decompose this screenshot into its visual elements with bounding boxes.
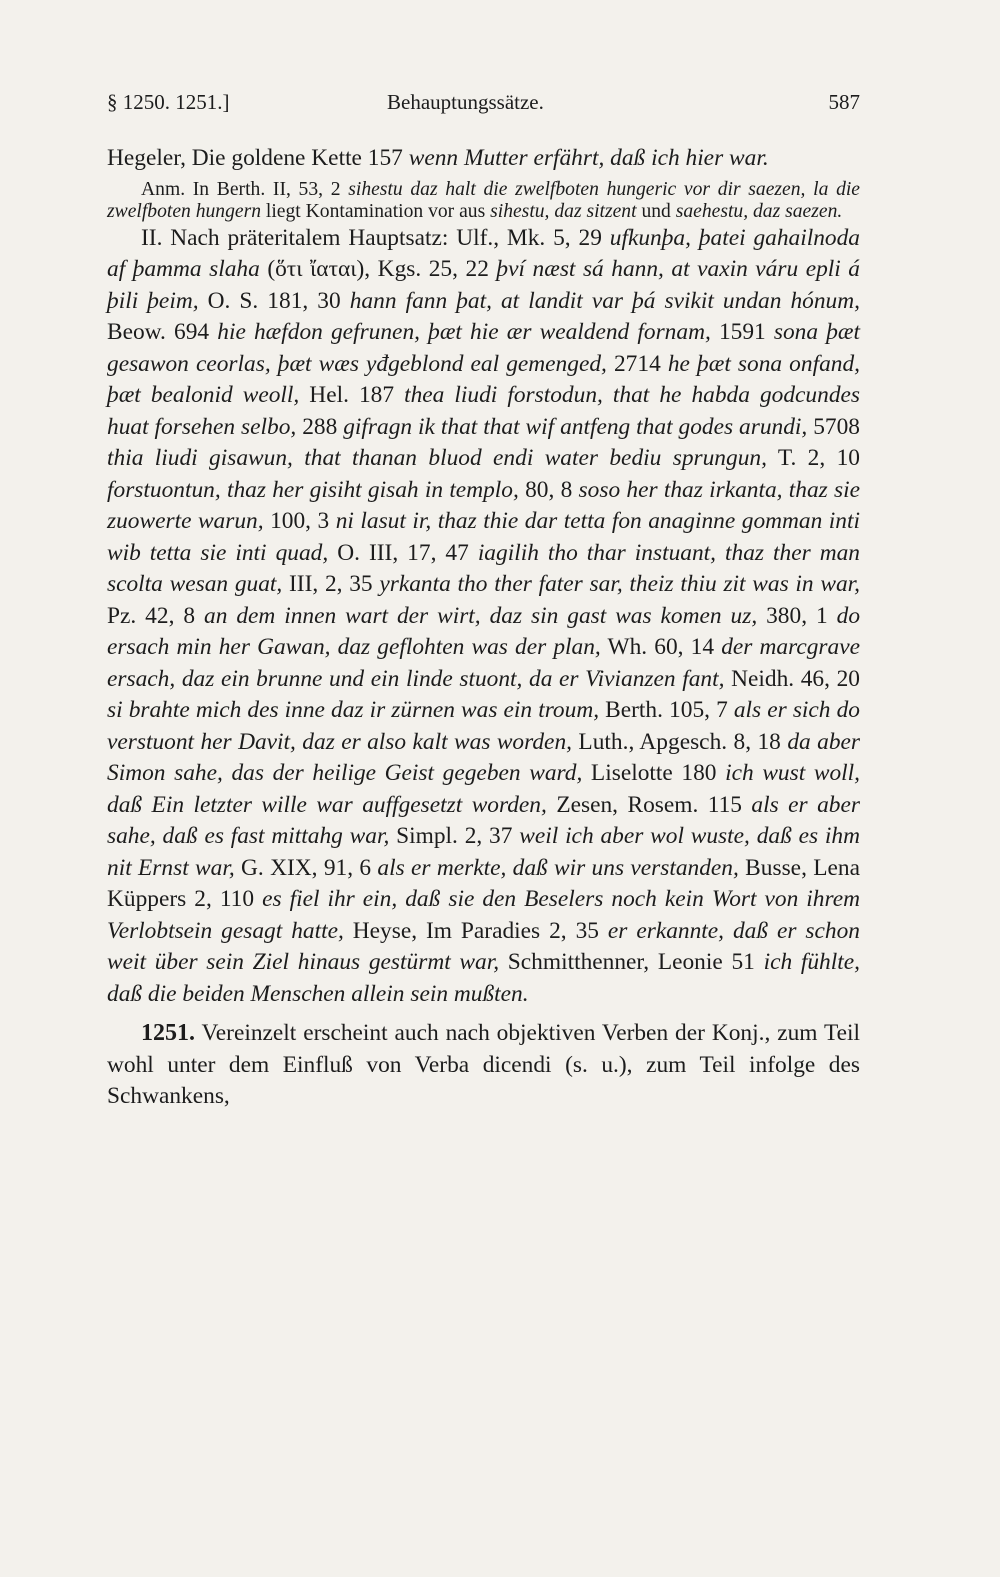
section-reference: § 1250. 1251.] — [107, 90, 230, 114]
running-title: Behauptungssätze. — [387, 90, 544, 114]
paragraph-p2: Anm. In Berth. II, 53, 2 sihestu daz halt die zwelfboten hungeric vor dir saezen, la die zwelfboten hungern liegt Kontamination vor aus sihestu, daz sitzent und saehestu, daz saezen. — [107, 178, 861, 222]
page-number: 587 — [828, 90, 860, 114]
running-header — [107, 90, 860, 124]
paragraph-p4: 1251. Vereinzelt erscheint auch nach objektiven Verben der Konj., zum Teil wohl unter dem Einfluß von Verba dicendi (s. u.), zum Teil infolge des Schwankens, — [107, 1020, 860, 1109]
paragraph-p1: Hegeler, Die goldene Kette 157 wenn Mutter erfährt, daß ich hier war. — [107, 145, 769, 171]
paragraph-p3: II. Nach präteritalem Hauptsatz: Ulf., Mk. 5, 29 ufkunþa, þatei gahailnoda af þamma slaha (ὅτι ἴαται), Kgs. 25, 22 því næst sá hann, at vaxin váru epli á þili þeim, O. S. 181, 30 hann fann þat, at landit var þá svikit undan hónum, Beow. 694 hie hæfdon gefrunen, þæt hie ær wealdend fornam, 1591 sona þæt gesawon ceorlas, þæt wæs yđgeblond eal gemenged, 2714 he þæt sona onfand, þæt bealonid weoll, Hel. 187 thea liudi forstodun, that he habda godcundes huat forsehen selbo, 288 gifragn ik that that wif antfeng that godes arundi, 5708 thia liudi gisawun, that thanan bluod endi water bediu sprungun, T. 2, 10 forstuontun, thaz her gisiht gisah in templo, 80, 8 soso her thaz irkanta, thaz sie zuowerte warun, 100, 3 ni lasut ir, thaz thie dar tetta fon anaginne gomman inti wib tetta sie inti quad, O. III, 17, 47 iagilih tho thar instuant, thaz ther man scolta wesan guat, III, 2, 35 yrkanta tho ther fater sar, theiz thiu zit was in war, Pz. 42, 8 an dem innen wart der wirt, daz sin gast was komen uz, 380, 1 do ersach min her Gawan, daz geflohten was der plan, Wh. 60, 14 der marcgrave ersach, daz ein brunne und ein linde stuont, da er Vivianzen fant, Neidh. 46, 20 si brahte mich des inne daz ir zürnen was ein troum, Berth. 105, 7 als er sich do verstuont her Davit, daz er also kalt was worden, Luth., Apgesch. 8, 18 da aber Simon sahe, das der heilige Geist gegeben ward, Liselotte 180 ich wust woll, daß Ein letzter wille war auffgesetzt worden, Zesen, Rosem. 115 als er aber sahe, daß es fast mittahg war, Simpl. 2, 37 weil ich aber wol wuste, daß es ihm nit Ernst war, G. XIX, 91, 6 als er merkte, daß wir uns verstanden, Busse, Lena Küppers 2, 110 es fiel ihr ein, daß sie den Beselers noch kein Wort von ihrem Verlobtsein gesagt hatte, Heyse, Im Paradies 2, 35 er erkannte, daß er schon weit über sein Ziel hinaus gestürmt war, Schmitthenner, Leonie 51 ich fühlte, daß die beiden Menschen allein sein mußten. — [107, 224, 861, 1007]
page-body — [107, 143, 860, 1113]
